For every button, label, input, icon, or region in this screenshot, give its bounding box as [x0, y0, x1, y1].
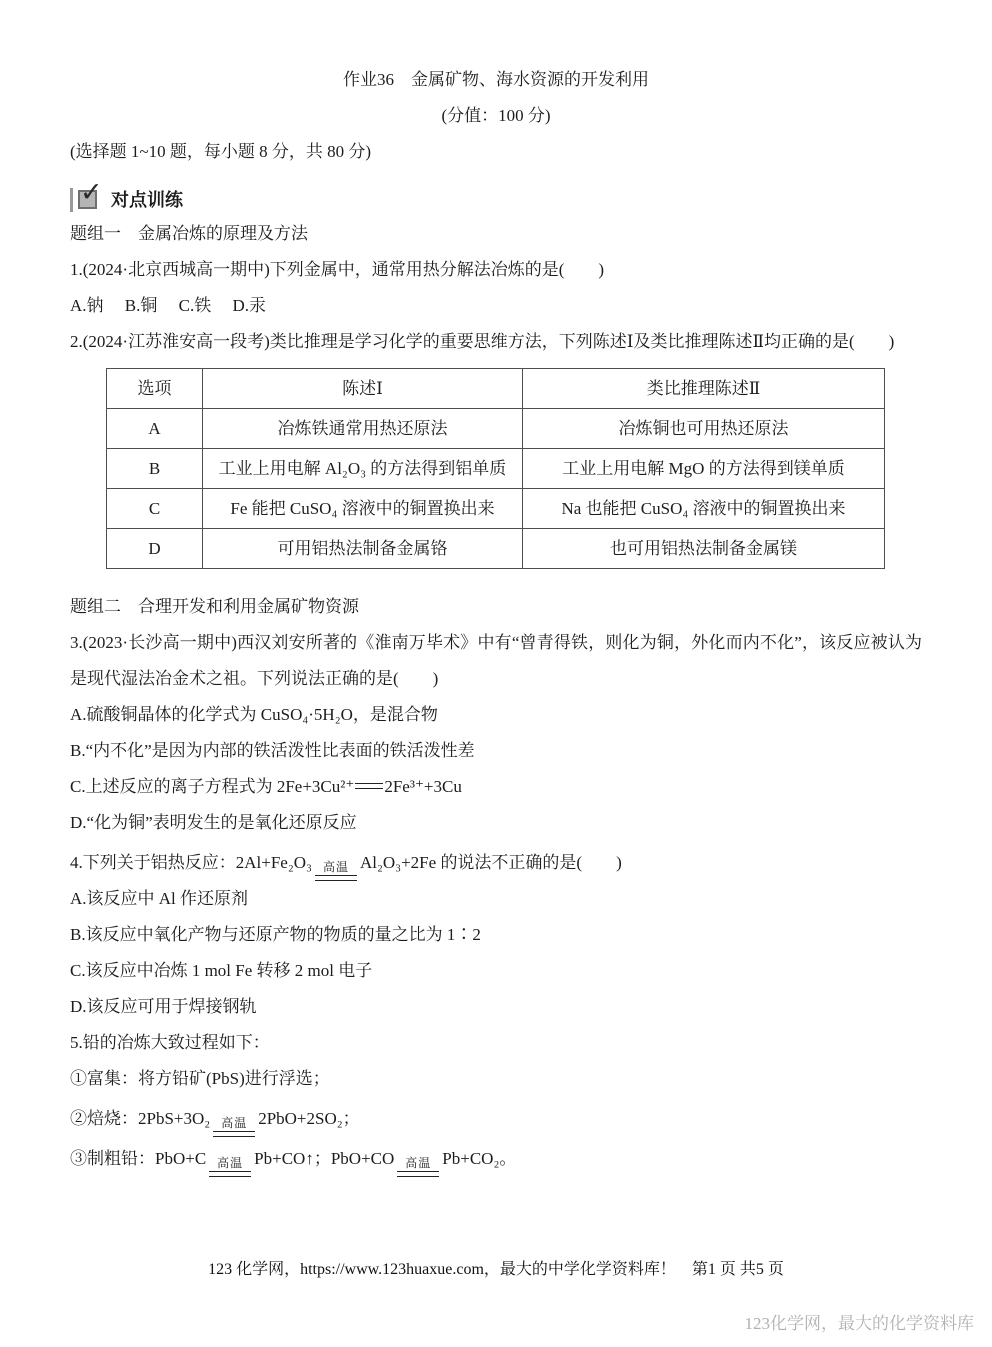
step2-prefix: ②焙烧： [70, 1109, 138, 1128]
crude-lead-eq1-left: PbO+C [155, 1149, 207, 1168]
table-header-cell: 选项 [107, 369, 203, 409]
table-cell: 工业上用电解 MgO 的方法得到镁单质 [523, 449, 885, 489]
question4-option-c: C.该反应中冶炼 1 mol Fe 转移 2 mol 电子 [70, 961, 373, 980]
roast-equation-right: 2PbO+2SO₂； [258, 1109, 360, 1128]
training-section-header [70, 177, 922, 216]
score-line: (分值：100 分) [441, 106, 551, 125]
question2-table [106, 368, 885, 569]
question4-suffix: 的说法不正确的是( ) [436, 853, 622, 872]
thermite-equation-left: 2Al+Fe₂O₃ [235, 853, 312, 872]
group1-title: 题组一 金属冶炼的原理及方法 [70, 224, 308, 243]
table-row [107, 529, 885, 569]
training-label: 对点训练 [111, 190, 183, 210]
condition-label: 高温 [405, 1156, 432, 1170]
crude-lead-eq2-left: PbO+CO [330, 1149, 395, 1168]
vertical-bar-divider [70, 188, 73, 212]
question5-step1: ①富集：将方铅矿(PbS)进行浮选； [70, 1069, 330, 1088]
question4-option-d: D.该反应可用于焊接钢轨 [70, 997, 257, 1016]
roast-equation-left: 2PbS+3O₂ [138, 1109, 211, 1128]
table-cell: 也可用铝热法制备金属镁 [523, 529, 885, 569]
table-cell: 冶炼铜也可用热还原法 [523, 409, 885, 449]
table-cell: 冶炼铁通常用热还原法 [203, 409, 523, 449]
table-row [107, 489, 885, 529]
equals-double-line [315, 875, 357, 881]
table-row [107, 409, 885, 449]
page-footer: 123 化学网，https://www.123huaxue.com，最大的中学化学资料库！ 第1 页 共5 页 [208, 1261, 784, 1278]
note-line: (选择题 1~10 题，每小题 8 分，共 80 分) [70, 142, 372, 161]
question1-options: A.钠 B.铜 C.铁 D.汞 [70, 296, 266, 315]
ionic-equation-left: C.上述反应的离子方程式为 2Fe+3Cu²⁺ [70, 777, 355, 796]
reaction-condition [315, 860, 357, 881]
table-row [107, 449, 885, 489]
condition-label: 高温 [221, 1116, 248, 1130]
question5-step2 [70, 1101, 922, 1137]
equals-double-line [213, 1131, 255, 1137]
checkbox-icon [78, 177, 103, 212]
equals-double-line [209, 1171, 251, 1177]
thermite-equation-right: Al₂O₃+2Fe [359, 853, 437, 872]
watermark: 123化学网，最大的化学资料库 [744, 1314, 974, 1333]
question4-prefix: 4.下列关于铝热反应： [70, 853, 236, 872]
checkmark-icon: ✓ [80, 177, 103, 208]
table-cell: 可用铝热法制备金属铬 [203, 529, 523, 569]
question4-option-b: B.该反应中氧化产物与还原产物的物质的量之比为 1∶2 [70, 925, 481, 944]
condition-label: 高温 [217, 1156, 244, 1170]
table-cell: A [107, 409, 203, 449]
group2-title: 题组二 合理开发和利用金属矿物资源 [70, 597, 359, 616]
condition-label: 高温 [322, 860, 349, 874]
question4-stem [70, 845, 922, 881]
question5-stem: 5.铅的冶炼大致过程如下： [70, 1033, 270, 1052]
table-cell: C [107, 489, 203, 529]
question1-stem: 1.(2024·北京西城高一期中)下列金属中，通常用热分解法冶炼的是( ) [70, 260, 605, 279]
reaction-condition [213, 1116, 255, 1137]
question3-option-d: D.“化为铜”表明发生的是氧化还原反应 [70, 813, 357, 832]
crude-lead-eq2-right: Pb+CO₂。 [442, 1149, 517, 1168]
step3-prefix: ③制粗铅： [70, 1149, 155, 1168]
reaction-condition [397, 1156, 439, 1177]
table-header-cell: 陈述Ⅰ [203, 369, 523, 409]
question4-option-a: A.该反应中 Al 作还原剂 [70, 889, 249, 908]
table-header-row [107, 369, 885, 409]
equals-double-line [355, 783, 383, 789]
reaction-condition [209, 1156, 251, 1177]
crude-lead-eq1-right: Pb+CO↑； [254, 1149, 331, 1168]
table-cell: B [107, 449, 203, 489]
question2-stem: 2.(2024·江苏淮安高一段考)类比推理是学习化学的重要思维方法，下列陈述Ⅰ及类比推理陈述Ⅱ均正确的是( ) [70, 332, 895, 351]
table-cell: 工业上用电解 Al₂O₃ 的方法得到铝单质 [203, 449, 523, 489]
table-cell: D [107, 529, 203, 569]
table-cell: Na 也能把 CuSO₄ 溶液中的铜置换出来 [523, 489, 885, 529]
question3-option-b: B.“内不化”是因为内部的铁活泼性比表面的铁活泼性差 [70, 741, 475, 760]
page-title: 作业36 金属矿物、海水资源的开发利用 [343, 70, 649, 89]
table-cell: Fe 能把 CuSO₄ 溶液中的铜置换出来 [203, 489, 523, 529]
question5-step3 [70, 1141, 922, 1177]
equals-double-line [397, 1171, 439, 1177]
question3-option-a: A.硫酸铜晶体的化学式为 CuSO₄·5H₂O，是混合物 [70, 705, 438, 724]
table-header-cell: 类比推理陈述Ⅱ [523, 369, 885, 409]
ionic-equation-right: 2Fe³⁺+3Cu [384, 777, 462, 796]
question3-option-c [70, 769, 922, 805]
question3-stem: 3.(2023·长沙高一期中)西汉刘安所著的《淮南万毕术》中有“曾青得铁，则化为铜，外化而内不化”，该反应被认为是现代湿法冶金术之祖。下列说法正确的是( ) [70, 633, 922, 688]
